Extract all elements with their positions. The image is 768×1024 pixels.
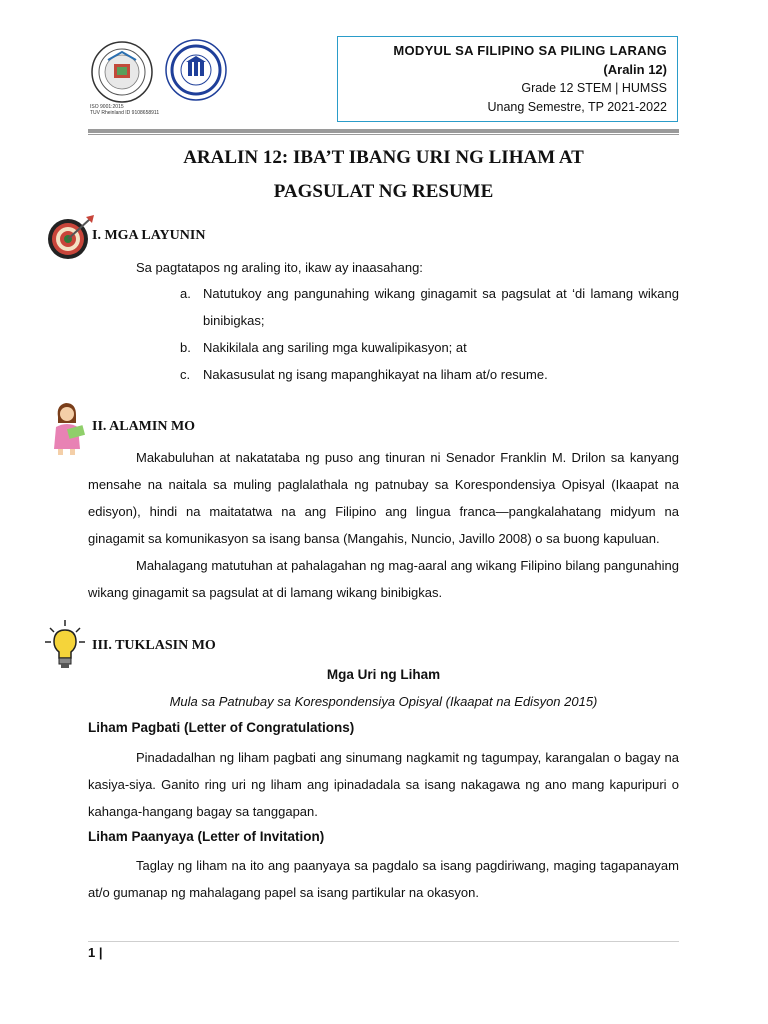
objective-text: Nakikilala ang sariling mga kuwalipikasyon; at (203, 340, 467, 355)
objective-letter: a. (180, 286, 191, 301)
header-divider-thin (88, 134, 679, 135)
letter-type-description: Pinadadalhan ng liham pagbati ang sinumang nagkamit ng tagumpay, karangalan o bagay na kasiya-siya. Ganito ring uri ng liham ang ipinadadala sa isang nakagawa ng ano mang kapuripuri o kahanga-hangang bagay sa tanggapan. (88, 750, 679, 819)
module-title: MODYUL SA FILIPINO SA PILING LARANG (393, 43, 667, 58)
dartboard-icon (46, 213, 98, 266)
letter-type-description: Taglay ng liham na ito ang paanyaya sa pagdalo sa isang pagdiriwang, maging tagapanayam at/o gumanap ng mahalagang papel sa isang partikular na okasyon. (88, 858, 679, 900)
alamin-paragraph-1: Makabuluhan at nakatataba ng puso ang tinuran ni Senador Franklin M. Drilon sa kanyang mensahe na naitala sa muling paglalathala ng patnubay sa Korespondensiya Opisyal (Ikaapat na edisyon), hindi na maitatatwa na ang Filipino ang lingua franca—pangkalahatang midyum na ginagamit sa komunikasyon sa isang bansa (Mangahis, Nuncio, Javillo 2008) o sa buong kapuluan. (88, 450, 679, 546)
objective-letter: c. (180, 367, 191, 382)
footer-divider (88, 941, 679, 942)
school-logos (88, 34, 238, 124)
section-heading-alamin: II. ALAMIN MO (92, 419, 196, 434)
objectives-intro: Sa pagtatapos ng araling ito, ikaw ay inaasahang: (136, 260, 423, 275)
letter-types-source: Mula sa Patnubay sa Korespondensiya Opisyal (Ikaapat na Edisyon 2015) (169, 694, 598, 709)
lesson-number: (Aralin 12) (603, 62, 667, 77)
section-heading-layunin: I. MGA LAYUNIN (92, 228, 206, 243)
lesson-title-line2: PAGSULAT NG RESUME (273, 181, 494, 202)
objective-letter: b. (180, 340, 191, 355)
objective-text: Natutukoy ang pangunahing wikang ginagamit sa pagsulat at ‘di lamang wikang binibigkas; (203, 286, 679, 328)
letter-type-heading: Liham Paanyaya (Letter of Invitation) (88, 829, 325, 844)
module-header-box (337, 36, 678, 122)
grade-strand: Grade 12 STEM | HUMSS (521, 81, 667, 95)
semester: Unang Semestre, TP 2021-2022 (487, 100, 667, 114)
alamin-paragraph-2: Mahalagang matutuhan at pahalagahan ng mag-aaral ang wikang Filipino bilang pangunahing wikang ginagamit sa pagsulat at di lamang wikang binibigkas. (88, 558, 679, 600)
lesson-title-line1: ARALIN 12: IBA’T IBANG URI NG LIHAM AT (183, 147, 584, 168)
header-divider (88, 129, 679, 133)
letter-type-heading: Liham Pagbati (Letter of Congratulations) (88, 720, 355, 735)
lightbulb-icon (44, 618, 86, 675)
reading-woman-icon (50, 397, 90, 462)
page-number: 1 | (88, 945, 103, 960)
objective-text: Nakasusulat ng isang mapanghikayat na liham at/o resume. (203, 367, 548, 382)
letter-types-subtitle: Mga Uri ng Liham (326, 667, 441, 682)
section-heading-tuklasin: III. TUKLASIN MO (92, 638, 216, 653)
logo-caption: ISO 9001:2015 TUV Rheinland ID 9108658911 (90, 104, 160, 116)
